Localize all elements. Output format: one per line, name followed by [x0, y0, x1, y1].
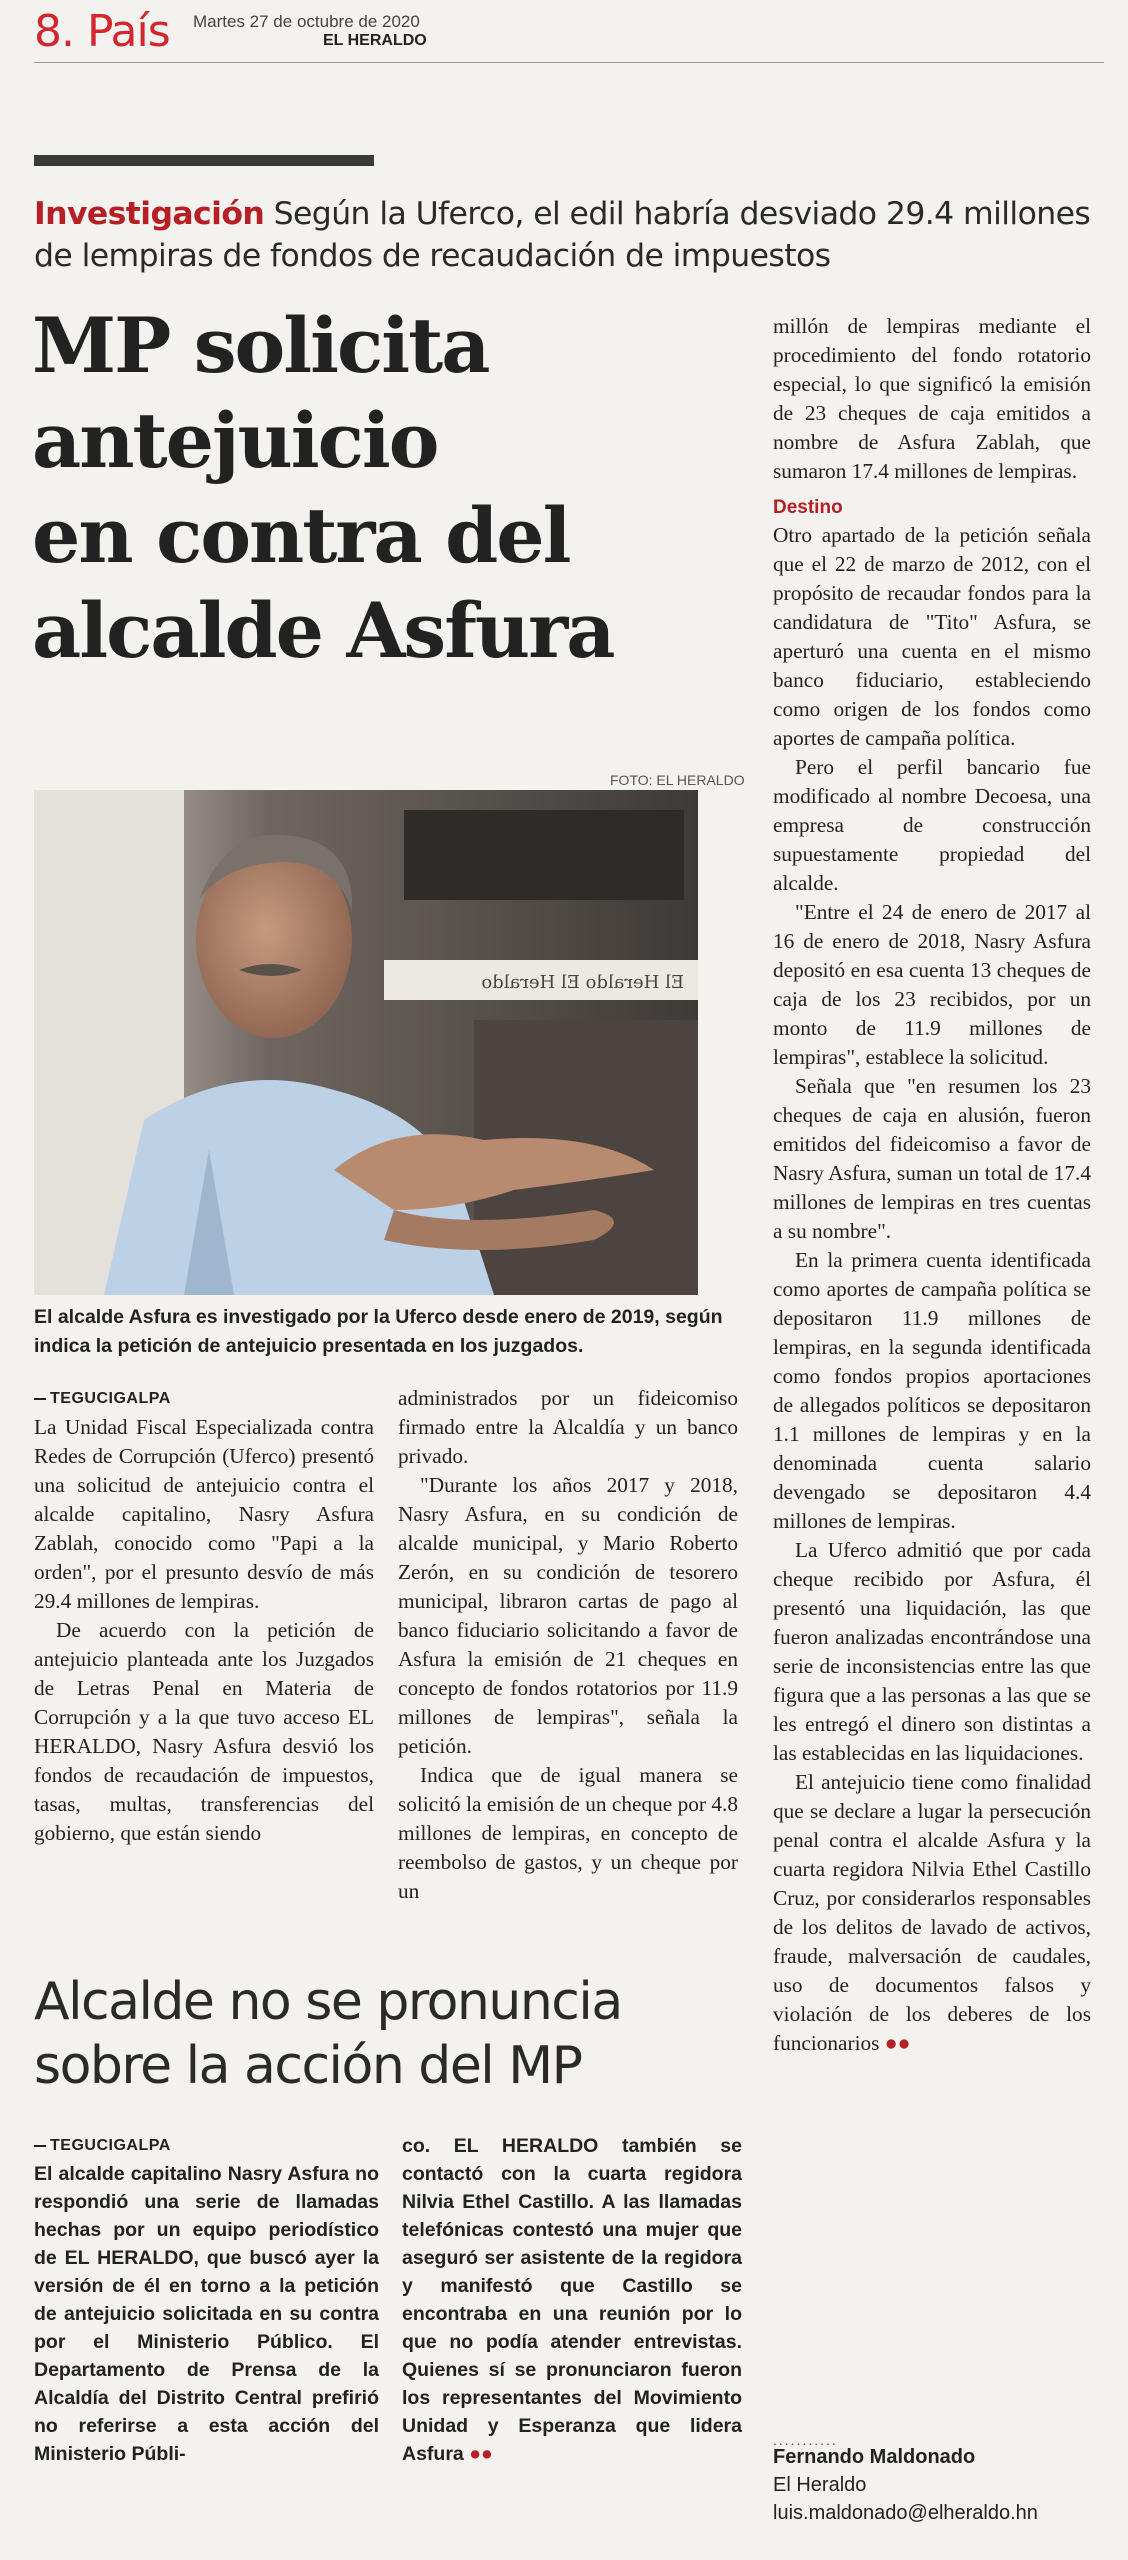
header-rule: [34, 62, 1104, 63]
byline-divider: ...........: [773, 2432, 838, 2448]
paragraph: "Durante los años 2017 y 2018, Nasry Asfura, en su condición de alcalde municipal, y Mario Roberto Zerón, en su condición de tesorero municipal, libraron cartas de pago al banco fiduciario solicitando a favor de Asfura la emisión de 21 cheques en concepto de fondos rotatorios por 11.9 millones de lempiras", señala la petición.: [398, 1473, 738, 1758]
headline-line: MP solicita: [32, 301, 489, 390]
paragraph: "Entre el 24 de enero de 2017 al 16 de enero de 2018, Nasry Asfura depositó en esa cuenta 13 cheques de caja de los 23 recibidos, por un monto de 11.9 millones de lempiras", establece la solicitud.: [773, 900, 1091, 1069]
dateline: TEGUCIGALPA: [34, 1384, 374, 1413]
paragraph: En la primera cuenta identificada como aportes de campaña política se depositaron 11.9 millones de lempiras, en la segunda identificada como fondos propios aportaciones de allegados políticos se depositaron 1.1 millones de lempiras y en la denominada cuenta salario devengado se depositaron 4.4 millones de lempiras.: [773, 1248, 1091, 1533]
byline-organization: El Heraldo: [773, 2474, 867, 2496]
paragraph: La Uferco admitió que por cada cheque recibido por Asfura, él presentó una liquidación, las que fueron analizadas encontrándose una serie de inconsistencias entre las que figura que a las personas a las que se les entregó el dinero son distintas a las establecidas en las liquidaciones.: [773, 1538, 1091, 1765]
paragraph: millón de lempiras mediante el procedimiento del fondo rotatorio especial, lo que significó la emisión de 23 cheques de caja emitidos a nombre de Asfura Zablah, que sumaron 17.4 millones de lempiras.: [773, 314, 1091, 483]
subhead: Destino: [773, 497, 843, 518]
sidebar-title: Alcalde no se pronuncia sobre la acción del MP: [34, 1972, 622, 2096]
end-mark: ●●: [884, 2031, 911, 2055]
headline-line: antejuicio: [32, 396, 438, 485]
wall-sign: El Heraldo El Heraldo: [481, 972, 684, 993]
sidebar-paragraph: El alcalde capitalino Nasry Asfura no respondió una serie de llamadas hechas por un equipo periodístico de EL HERALDO, que buscó ayer la versión de él en torno a la petición de antejuicio solicitada en su contra por el Ministerio Público. El Departamento de Prensa de la Alcaldía del Distrito Central prefirió no referirse a esta acción del Ministerio Públi-: [34, 2163, 379, 2465]
issue-date: Martes 27 de octubre de 2020: [193, 12, 420, 31]
kicker: [34, 193, 1094, 277]
article-photo: [34, 790, 698, 1295]
paragraph: Otro apartado de la petición señala que el 22 de marzo de 2012, con el propósito de recaudar fondos para la candidatura de "Tito" Asfura, se aperturó una cuenta en el mismo banco fiduciario, estableciendo como origen de los fondos como aportes de campaña política.: [773, 523, 1091, 750]
kicker-text: Según la Uferco, el edil habría desviado 29.4 millones de lempiras de fondos de recaudación de impuestos: [34, 196, 1091, 274]
newspaper-name: EL HERALDO: [323, 32, 427, 49]
kicker-label: Investigación: [34, 196, 265, 232]
paragraph-text: El antejuicio tiene como finalidad que se declare a lugar la persecución penal contra el alcalde Asfura y la cuarta regidora Nilvia Ethel Castillo Cruz, por considerarlos responsables de los delitos de lavado de activos, fraude, malversación de caudales, uso de documentos falsos y violación de los deberes de los funcionarios: [773, 1770, 1091, 2055]
sidebar-column-1: [34, 2132, 379, 2468]
sidebar-dateline: TEGUCIGALPA: [34, 2132, 379, 2160]
paragraph: administrados por un fideicomiso firmado entre la Alcaldía y un banco privado.: [398, 1386, 738, 1468]
paragraph: Señala que "en resumen los 23 cheques de caja en alusión, fueron emitidos del fideicomiso a favor de Nasry Asfura, suman un total de 17.4 millones de lempiras en tres cuentas a su nombre".: [773, 1074, 1091, 1243]
sidebar-end-mark: ●●: [469, 2443, 493, 2465]
article-column-1: [34, 1384, 374, 1848]
headline: [32, 298, 742, 678]
paragraph: De acuerdo con la petición de antejuicio planteada ante los Juzgados de Letras Penal en Materia de Corrupción y a la que tuvo acceso EL HERALDO, Nasry Asfura desvió los fondos de recaudación de impuestos, tasas, multas, transferencias del gobierno, que están siendo: [34, 1618, 374, 1845]
paragraph: Indica que de igual manera se solicitó la emisión de un cheque por 4.8 millones de lempiras, en concepto de reembolso de gastos, y un cheque por un: [398, 1763, 738, 1903]
kicker-bar: [34, 155, 374, 166]
headline-line: alcalde Asfura: [32, 586, 614, 675]
sidebar-column-2: [402, 2132, 742, 2468]
article-column-3: [773, 312, 1091, 2058]
article-column-2: [398, 1384, 738, 1906]
photo-illustration: [34, 790, 698, 1295]
paragraph: [773, 1768, 1091, 2058]
byline-name: Fernando Maldonado: [773, 2446, 976, 2468]
photo-caption: El alcalde Asfura es investigado por la Uferco desde enero de 2019, según indica la petición de antejuicio presentada en los juzgados.: [34, 1306, 723, 1357]
paragraph: Pero el perfil bancario fue modificado al nombre Decoesa, una empresa de construcción supuestamente propiedad del alcalde.: [773, 755, 1091, 895]
headline-line: en contra del: [32, 491, 570, 580]
sidebar-paragraph: co. EL HERALDO también se contactó con la cuarta regidora Nilvia Ethel Castillo. A las llamadas telefónicas contestó una mujer que aseguró ser asistente de la regidora y manifestó que Castillo se encontraba en una reunión por lo que no podía atender entrevistas. Quienes sí se pronunciaron fueron los representantes del Movimiento Unidad y Esperanza que lidera Asfura: [402, 2135, 742, 2465]
paragraph: La Unidad Fiscal Especializada contra Redes de Corrupción (Uferco) presentó una solicitud de antejuicio contra el alcalde capitalino, Nasry Asfura Zablah, conocido como "Papi a la orden", por el presunto desvío de más 29.4 millones de lempiras.: [34, 1415, 374, 1613]
byline-email: luis.maldonado@elheraldo.hn: [773, 2502, 1038, 2524]
section-label: 8. País: [34, 6, 170, 57]
photo-credit: FOTO: EL HERALDO: [610, 772, 745, 788]
